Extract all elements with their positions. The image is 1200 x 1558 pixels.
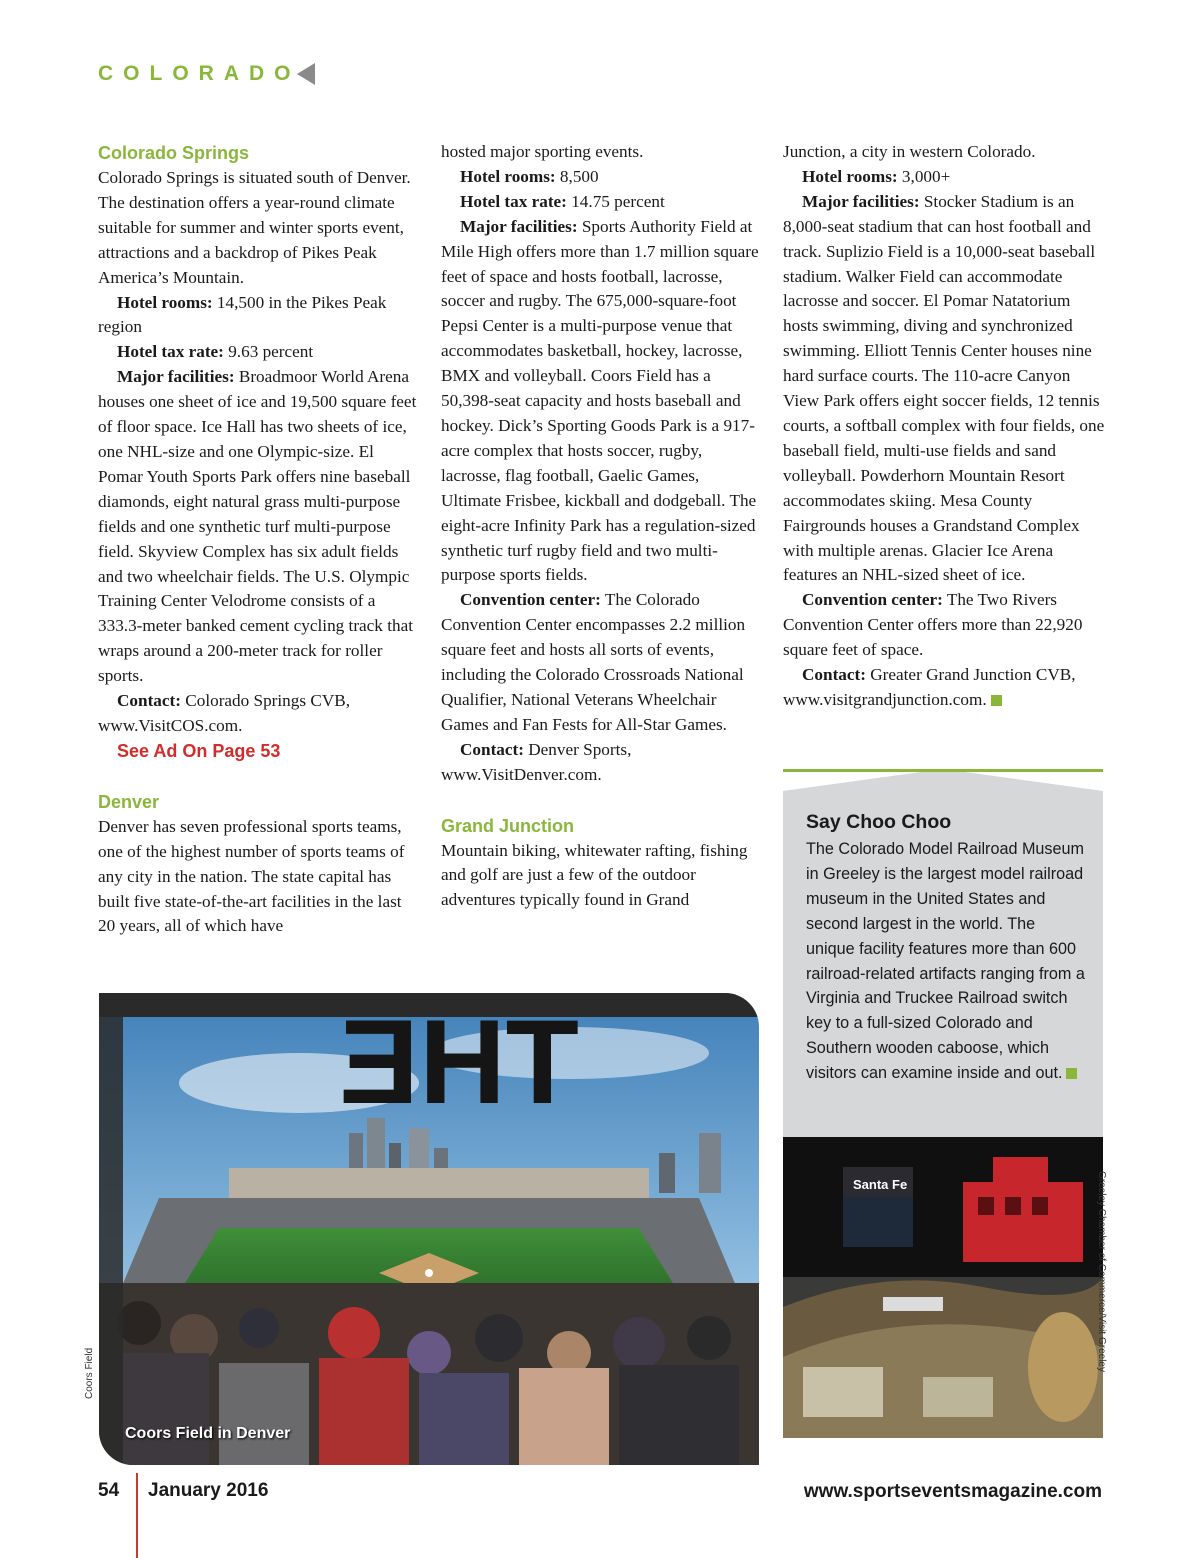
denver-heading: Denver bbox=[98, 791, 160, 812]
gj-contact-value: Greater Grand Junction CVB, www.visitgrandjunction.com. bbox=[783, 665, 1076, 709]
sidebar-box bbox=[783, 769, 1103, 1137]
cs-hotel-value: 14,500 in the Pikes Peak region bbox=[98, 292, 387, 337]
section-title: COLORADO bbox=[98, 62, 301, 85]
sidebar-body-text: The Colorado Model Railroad Museum in Greeley is the largest model railroad museum in the United States and second largest in the world. The unique facility features more than 600 railroad-related artifacts ranging from a Virginia and Truckee Railroad switch key to a full-sized Colorado and Southern wooden caboose, which visitors can examine inside and out. bbox=[806, 840, 1085, 1083]
den-contact bbox=[441, 738, 759, 788]
page-footer bbox=[0, 1473, 1200, 1558]
cs-facilities bbox=[98, 365, 418, 689]
den-tax-label: Hotel tax rate: bbox=[460, 191, 567, 211]
gj-convention-label: Convention center: bbox=[802, 590, 943, 610]
issue-date: January 2016 bbox=[148, 1480, 269, 1501]
gj-hotel-rooms bbox=[783, 165, 1105, 190]
magazine-url[interactable]: www.sportseventsmagazine.com bbox=[803, 1481, 1102, 1502]
gj-facilities-label: Major facilities: bbox=[802, 191, 920, 211]
cs-contact-label: Contact: bbox=[117, 691, 181, 711]
cs-hotel-label: Hotel rooms: bbox=[117, 292, 213, 312]
cs-contact-value: Colorado Springs CVB, www.VisitCOS.com. bbox=[98, 691, 350, 735]
cs-hotel-rooms bbox=[98, 291, 418, 341]
grand-junction-intro: Mountain biking, whitewater rafting, fishing and golf are just a few of the outdoor adventures typically found in Grand bbox=[441, 840, 748, 910]
end-mark-icon bbox=[991, 695, 1002, 706]
cs-tax-label: Hotel tax rate: bbox=[117, 342, 224, 362]
den-facilities bbox=[441, 215, 759, 589]
cs-contact bbox=[98, 689, 418, 739]
den-convention bbox=[441, 588, 759, 737]
cs-tax-value: 9.63 percent bbox=[223, 342, 314, 362]
den-hotel-rooms bbox=[441, 165, 759, 190]
den-contact-label: Contact: bbox=[460, 739, 524, 759]
end-mark-icon bbox=[1066, 1068, 1077, 1079]
stadium-illustration bbox=[99, 993, 759, 1465]
cs-facilities-label: Major facilities: bbox=[117, 367, 235, 387]
santa-fe-sign: Santa Fe bbox=[853, 1177, 908, 1192]
den-hotel-value: 8,500 bbox=[555, 166, 599, 186]
den-facilities-label: Major facilities: bbox=[460, 216, 578, 236]
den-convention-value: The Colorado Convention Center encompasses 2.2 million square feet and hosts all sorts of events, including the Colorado Crossroads National Qualifier, National Veterans Wheelchair Games and Fan Fests for All-Star Games. bbox=[441, 590, 746, 734]
den-contact-value: Denver Sports, www.VisitDenver.com. bbox=[441, 739, 632, 784]
gj-hotel-value: 3,000+ bbox=[897, 166, 951, 186]
railroad-illustration bbox=[783, 1137, 1103, 1438]
sidebar-title: Say Choo Choo bbox=[806, 811, 952, 833]
page-number: 54 bbox=[98, 1480, 120, 1501]
sidebar-top-rule bbox=[783, 769, 1103, 772]
den-convention-label: Convention center: bbox=[460, 590, 601, 610]
grand-junction-heading: Grand Junction bbox=[441, 815, 575, 836]
gj-convention bbox=[783, 588, 1105, 663]
railroad-museum-photo bbox=[783, 1137, 1103, 1438]
den-hotel-label: Hotel rooms: bbox=[460, 166, 556, 186]
cs-facilities-value: Broadmoor World Arena houses one sheet of ice and 19,500 square feet of floor space. Ice Hall has two sheets of ice, one NHL-size and one Olympic-size. El Pomar Youth Sports Park offers nine baseball diamonds, eight natural grass multi-purpose fields and one synthetic turf multi-purpose field. Skyview Complex has six adult fields and two wheelchair fields. The U.S. Olympic Training Center Velodrome consists of a 333.3-meter banked cement cycling track that wraps around a 200-meter track for roller sports. bbox=[98, 367, 417, 686]
den-tax-value: 14.75 percent bbox=[566, 191, 665, 211]
sidebar-body bbox=[806, 837, 1088, 1086]
denver-intro: Denver has seven professional sports teams, one of the highest number of sports teams of any city in the nation. The state capital has built five state-of-the-art facilities in the last 20 years, all of which have bbox=[98, 816, 405, 936]
colorado-springs-intro: Colorado Springs is situated south of Denver. The destination offers a year-round climate suitable for summer and winter sports event, attractions and a backdrop of Pikes Peak America’s Mountain. bbox=[98, 168, 411, 287]
rooftop-sign: THE bbox=[339, 995, 579, 1129]
gj-convention-value: The Two Rivers Convention Center offers more than 22,920 square feet of space. bbox=[783, 590, 1083, 660]
railroad-photo-credit-text: Greeley Chamber of Commerce/Visit Greeley bbox=[1096, 1171, 1107, 1372]
coors-field-photo bbox=[99, 993, 759, 1465]
column-1 bbox=[98, 140, 418, 939]
cs-tax-rate bbox=[98, 340, 418, 365]
gj-contact-label: Contact: bbox=[802, 665, 866, 685]
column-3 bbox=[783, 140, 1105, 713]
gj-hotel-label: Hotel rooms: bbox=[802, 166, 898, 186]
den-tax-rate bbox=[441, 190, 759, 215]
den-facilities-value: Sports Authority Field at Mile High offers more than 1.7 million square feet of space and hosts football, lacrosse, soccer and rugby. The 675,000-square-foot Pepsi Center is a multi-purpose venue that accommodates basketball, hockey, lacrosse, BMX and volleyball. Coors Field has a 50,398-seat capacity and hosts baseball and hockey. Dick’s Sporting Goods Park is a 917-acre complex that hosts soccer, rugby, lacrosse, flag football, Gaelic Games, Ultimate Frisbee, kickball and dodgeball. The eight-acre Infinity Park has a regulation-sized synthetic turf rugby field and two multi-purpose sports fields. bbox=[441, 216, 759, 585]
footer-divider bbox=[136, 1473, 138, 1558]
section-header bbox=[98, 62, 315, 86]
gj-facilities-value: Stocker Stadium is an 8,000-seat stadium that can host football and track. Suplizio Field is a 10,000-seat baseball stadium. Walker Field can accommodate lacrosse and soccer. El Pomar Natatorium hosts swimming, diving and synchronized swimming. Elliott Tennis Center houses nine hard surface courts. The 110-acre Canyon View Park offers eight soccer fields, 12 tennis courts, a softball complex with four fields, one baseball field, multi-use fields and sand volleyball. Powderhorn Mountain Resort accommodates skiing. Mesa County Fairgrounds houses a Grandstand Complex with multiple arenas. Glacier Ice Arena features an NHL-sized sheet of ice. bbox=[783, 191, 1105, 585]
column-2 bbox=[441, 140, 759, 913]
gj-facilities bbox=[783, 190, 1105, 589]
stadium-caption: Coors Field in Denver bbox=[125, 1425, 291, 1442]
grand-junction-intro-continued: Junction, a city in western Colorado. bbox=[783, 142, 1036, 161]
section-arrow-icon bbox=[297, 63, 315, 85]
railroad-photo-credit bbox=[1096, 1171, 1107, 1372]
colorado-springs-heading: Colorado Springs bbox=[98, 143, 250, 163]
gj-contact bbox=[783, 663, 1105, 713]
see-ad-link[interactable]: See Ad On Page 53 bbox=[117, 740, 281, 761]
denver-intro-continued: hosted major sporting events. bbox=[441, 142, 644, 161]
sidebar-notch bbox=[783, 769, 1103, 791]
stadium-photo-credit: Coors Field bbox=[84, 1347, 95, 1399]
